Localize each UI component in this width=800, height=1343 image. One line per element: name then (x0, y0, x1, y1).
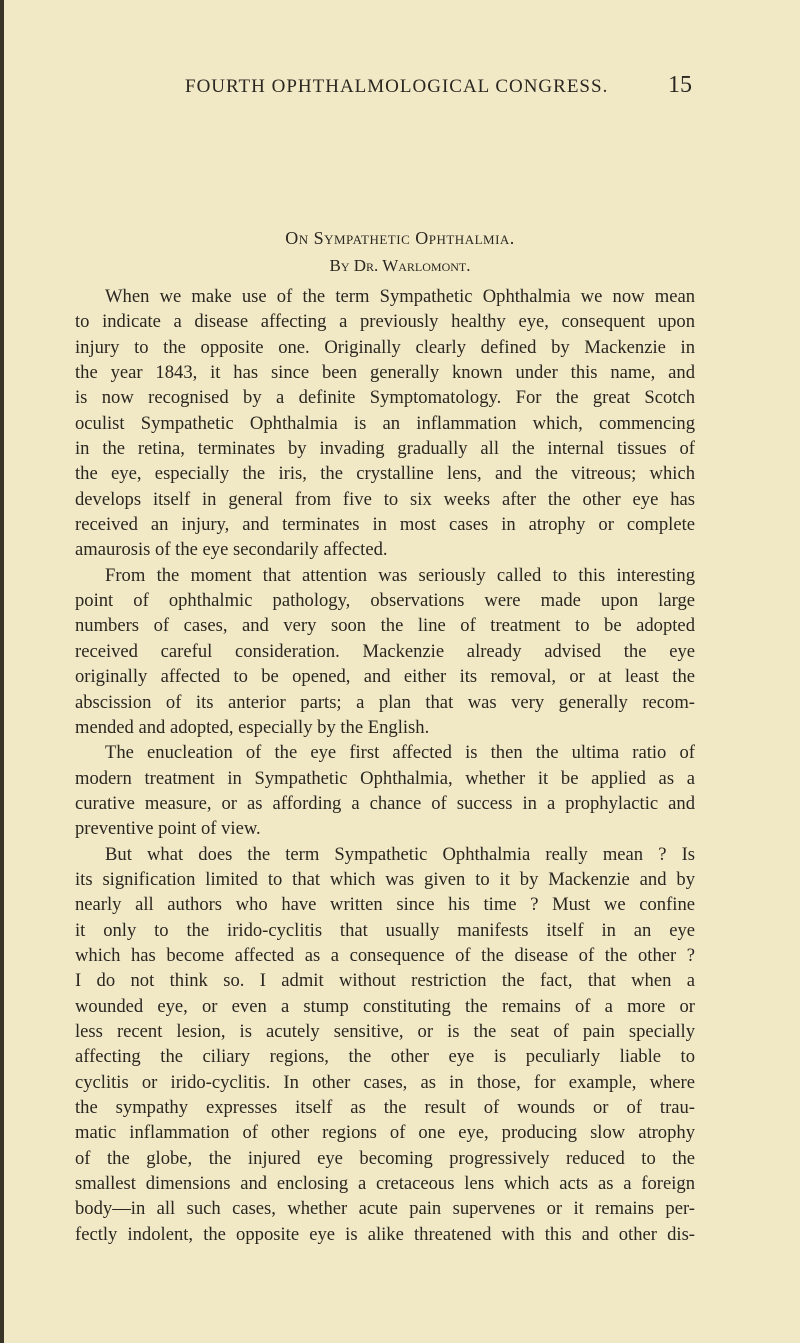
page-number: 15 (668, 72, 692, 98)
text-line: to indicate a disease affecting a previously healthy eye, consequent upon (75, 311, 695, 333)
text-line: less recent lesion, is acutely sensitive, or is the seat of pain specially (75, 1020, 695, 1042)
text-line: of the globe, the injured eye becoming progressively reduced to the (75, 1147, 695, 1169)
text-line: nearly all authors who have written since his time ? Must we confine (75, 894, 695, 916)
text-line: curative measure, or as affording a chance of success in a prophylactic and (75, 792, 695, 814)
article-byline: By Dr. Warlomont. (329, 256, 471, 275)
text-line: cyclitis or irido-cyclitis. In other cases, as in those, for example, where (75, 1071, 695, 1093)
text-line: The enucleation of the eye first affected is then the ultima ratio of (105, 742, 695, 764)
text-line: abscission of its anterior parts; a plan that was very generally recom- (75, 691, 695, 713)
text-line: oculist Sympathetic Ophthalmia is an inflammation which, commencing (75, 412, 695, 434)
text-line: fectly indolent, the opposite eye is alike threatened with this and other dis- (75, 1223, 695, 1245)
text-line: matic inflammation of other regions of one eye, producing slow atrophy (75, 1122, 695, 1144)
text-line: numbers of cases, and very soon the line of treatment to be adopted (75, 615, 695, 637)
text-line: originally affected to be opened, and either its removal, or at least the (75, 666, 695, 688)
text-line: received an injury, and terminates in most cases in atrophy or complete (75, 514, 695, 536)
text-line: the eye, especially the iris, the crystalline lens, and the vitreous; which (75, 463, 695, 485)
article-title: On Sympathetic Ophthalmia. (285, 228, 515, 248)
text-line: the sympathy expresses itself as the result of wounds or of trau- (75, 1097, 695, 1118)
text-line: it only to the irido-cyclitis that usually manifests itself in an eye (75, 919, 695, 941)
text-line: wounded eye, or even a stump constituting the remains of a more or (75, 995, 695, 1017)
text-line: point of ophthalmic pathology, observations were made upon large (75, 590, 695, 612)
text-line: is now recognised by a definite Symptomatology. For the great Scotch (75, 387, 695, 409)
article-body (75, 284, 695, 1247)
text-line: amaurosis of the eye secondarily affected. (75, 539, 388, 561)
text-line: develops itself in general from five to six weeks after the other eye has (75, 488, 695, 510)
text-line: preventive point of view. (75, 818, 261, 840)
text-line: But what does the term Sympathetic Ophthalmia really mean ? Is (105, 843, 695, 865)
text-line: injury to the opposite one. Originally clearly defined by Mackenzie in (75, 336, 695, 358)
text-line: From the moment that attention was seriously called to this interesting (105, 564, 695, 586)
text-line: I do not think so. I admit without restriction the fact, that when a (75, 970, 695, 992)
text-line: received careful consideration. Mackenzie already advised the eye (75, 640, 695, 662)
text-line: in the retina, terminates by invading gradually all the internal tissues of (75, 438, 695, 460)
text-line: modern treatment in Sympathetic Ophthalmia, whether it be applied as a (75, 767, 695, 789)
text-line: body—in all such cases, whether acute pain supervenes or it remains per- (75, 1198, 695, 1220)
text-line: which has become affected as a consequence of the disease of the other ? (75, 944, 695, 966)
text-line: When we make use of the term Sympathetic Ophthalmia we now mean (105, 286, 695, 307)
text-line: affecting the ciliary regions, the other eye is peculiarly liable to (75, 1046, 695, 1068)
text-line: its signification limited to that which was given to it by Mackenzie and by (75, 868, 695, 890)
text-line: smallest dimensions and enclosing a cretaceous lens which acts as a foreign (75, 1173, 695, 1195)
page-binding-edge (0, 0, 4, 1343)
text-line: the year 1843, it has since been generally known under this name, and (75, 362, 695, 384)
running-header: FOURTH OPHTHALMOLOGICAL CONGRESS. (185, 76, 609, 97)
text-line: mended and adopted, especially by the English. (75, 716, 430, 738)
